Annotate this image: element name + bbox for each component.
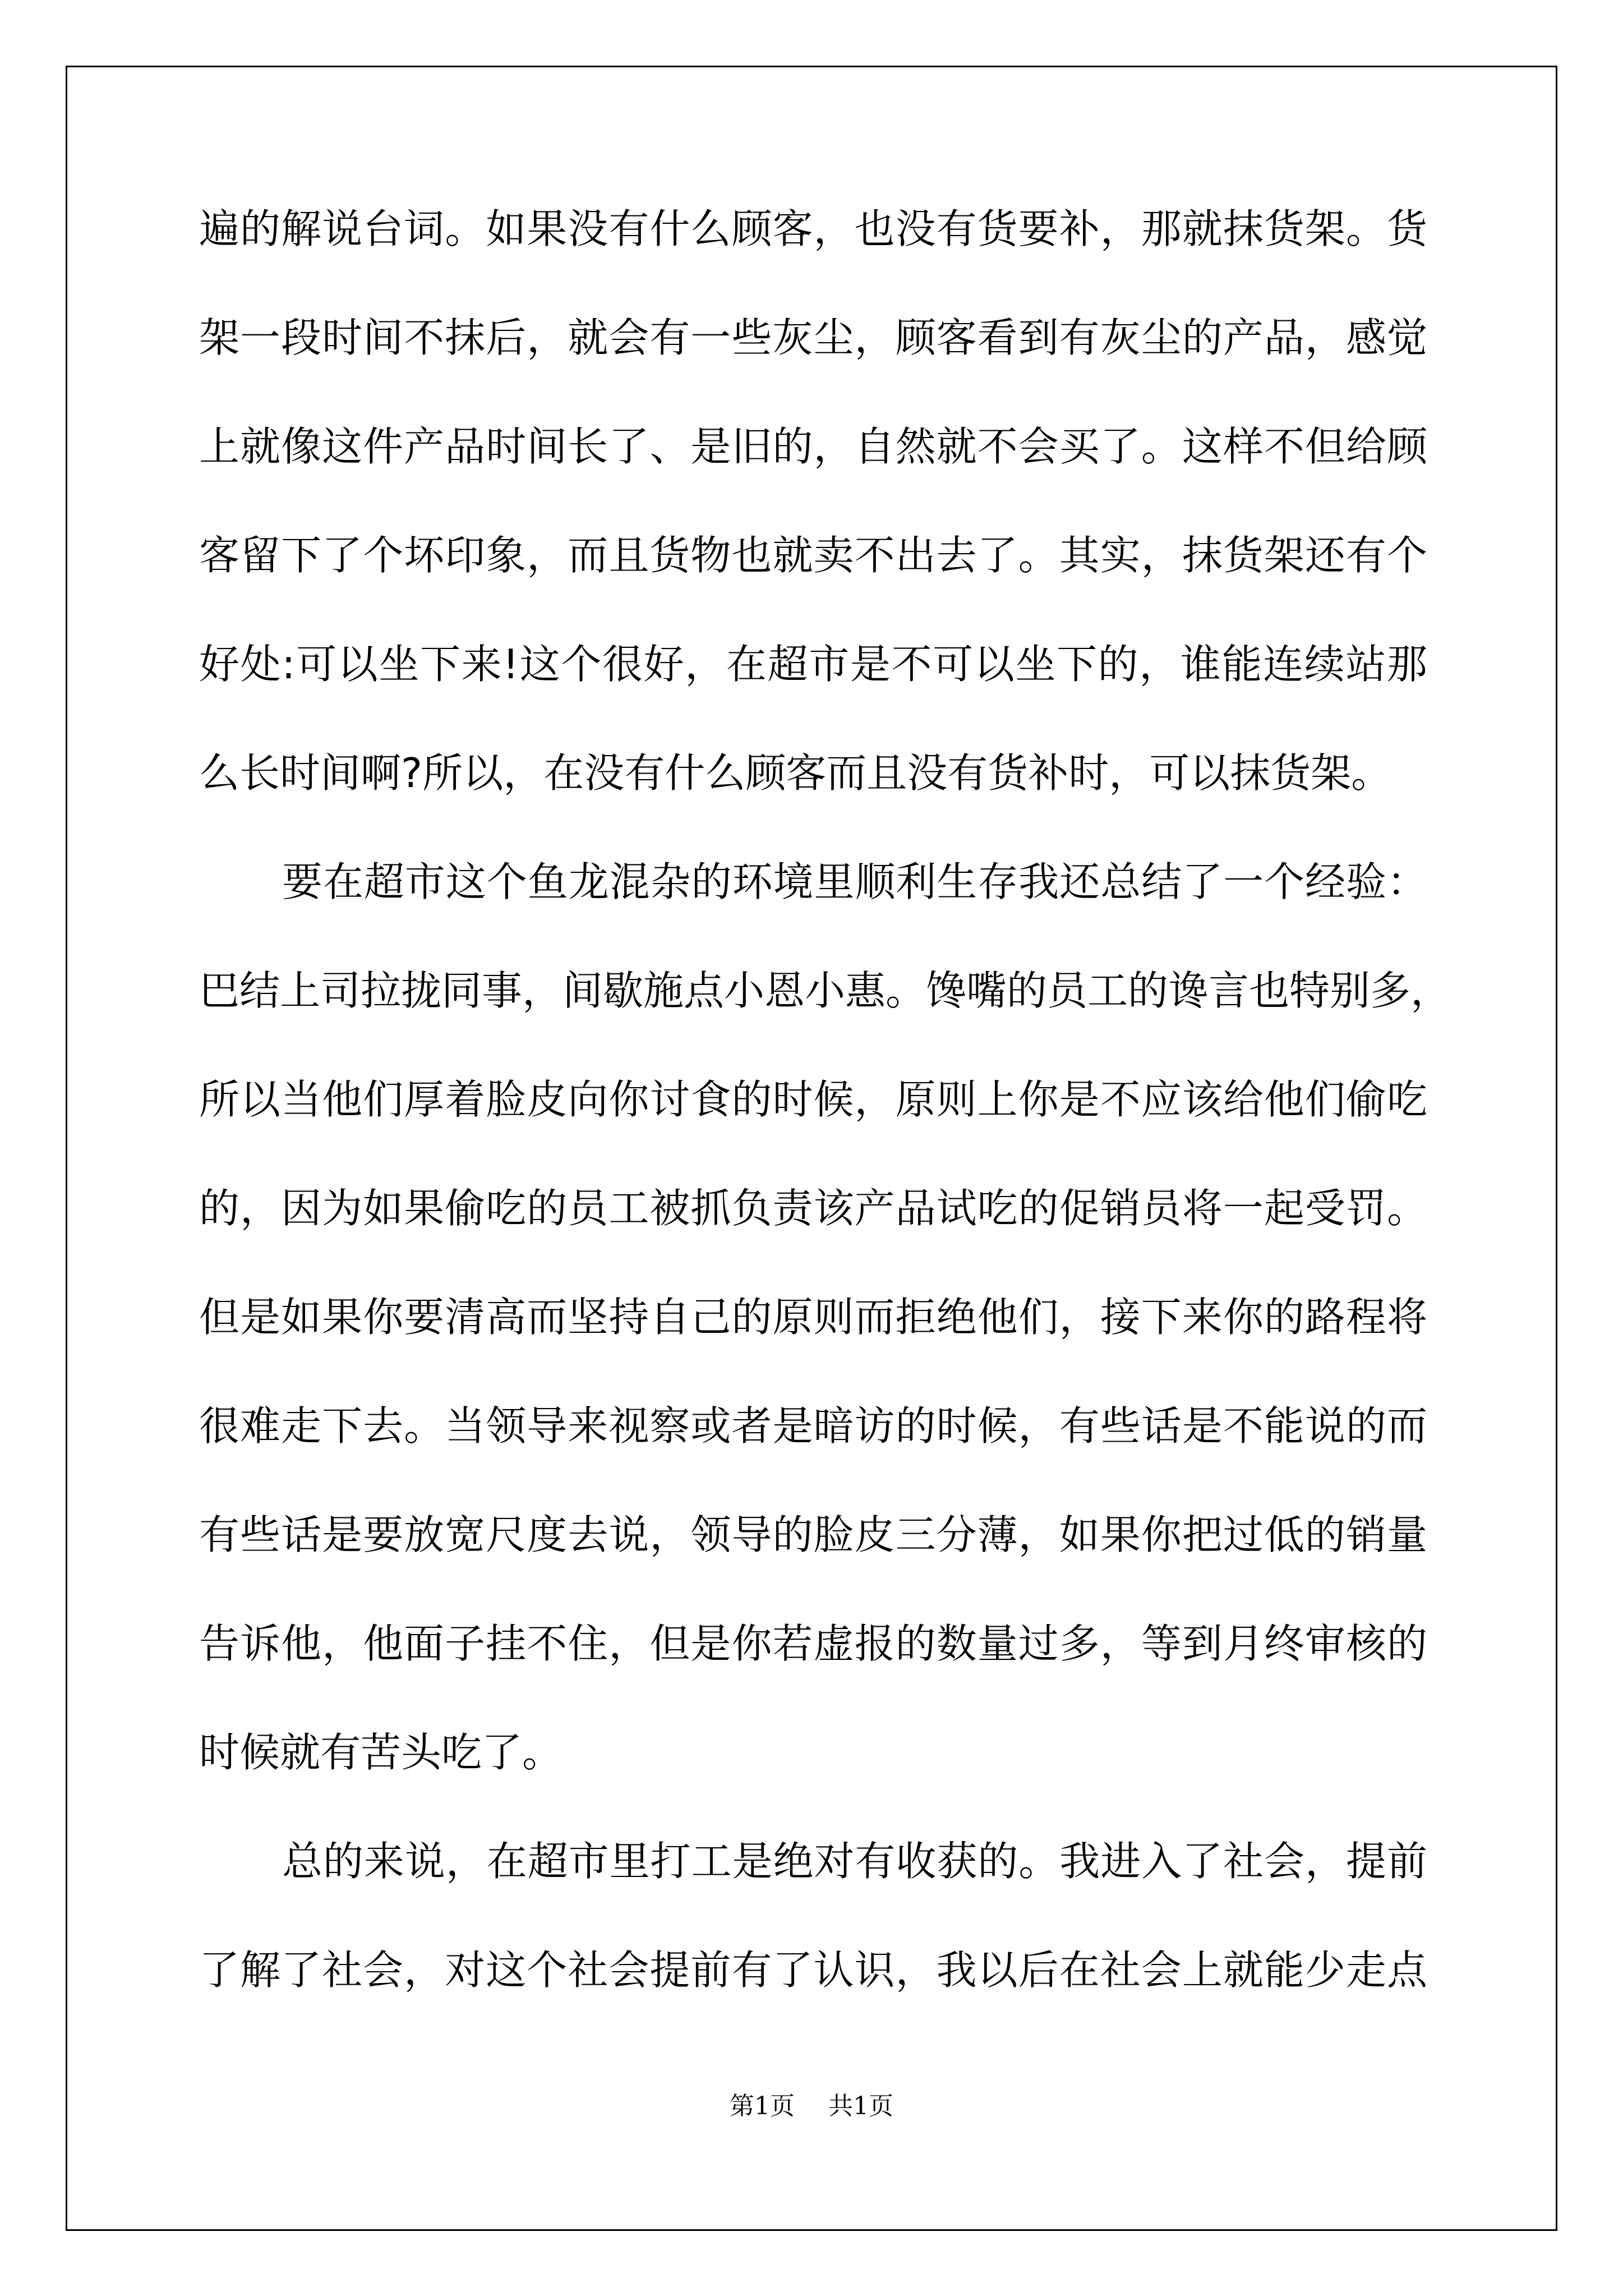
text-line: 总的来说，在超市里打工是绝对有收获的。我进入了社会，提前	[282, 1838, 1427, 1885]
text-line: 架一段时间不抹后，就会有一些灰尘，顾客看到有灰尘的产品，感觉	[199, 314, 1427, 361]
page-number-total: 共1页	[828, 2092, 893, 2120]
text-line: 时候就有苦头吃了。	[199, 1729, 563, 1776]
document-body	[199, 205, 1451, 2059]
text-line: 遍的解说台词。如果没有什么顾客，也没有货要补，那就抹货架。货	[199, 205, 1427, 252]
text-line: 了解了社会，对这个社会提前有了认识，我以后在社会上就能少走点	[199, 1947, 1427, 1994]
text-line: 很难走下去。当领导来视察或者是暗访的时候，有些话是不能说的而	[199, 1402, 1427, 1450]
text-line: 客留下了个坏印象，而且货物也就卖不出去了。其实，抹货架还有个	[199, 532, 1427, 579]
text-line: 么长时间啊?所以，在没有什么顾客而且没有货补时，可以抹货架。	[199, 749, 1392, 797]
text-line: 好处:可以坐下来!这个很好，在超市是不可以坐下的，谁能连续站那	[199, 641, 1427, 688]
text-line: 巴结上司拉拢同事，间歇施点小恩小惠。馋嘴的员工的谗言也特别多，	[199, 967, 1451, 1014]
text-line: 上就像这件产品时间长了、是旧的，自然就不会买了。这样不但给顾	[199, 423, 1427, 470]
text-line: 有些话是要放宽尺度去说，领导的脸皮三分薄，如果你把过低的销量	[199, 1511, 1427, 1558]
page-footer	[0, 2086, 1623, 2122]
text-line: 的，因为如果偷吃的员工被抓负责该产品试吃的促销员将一起受罚。	[199, 1185, 1427, 1232]
text-line: 告诉他，他面子挂不住，但是你若虚报的数量过多，等到月终审核的	[199, 1620, 1427, 1667]
text-line: 但是如果你要清高而坚持自己的原则而拒绝他们，接下来你的路程将	[199, 1294, 1427, 1341]
text-line: 所以当他们厚着脸皮向你讨食的时候，原则上你是不应该给他们偷吃	[199, 1076, 1427, 1123]
page-number-current: 第1页	[730, 2092, 795, 2120]
text-line: 要在超市这个鱼龙混杂的环境里顺利生存我还总结了一个经验：	[282, 858, 1427, 905]
